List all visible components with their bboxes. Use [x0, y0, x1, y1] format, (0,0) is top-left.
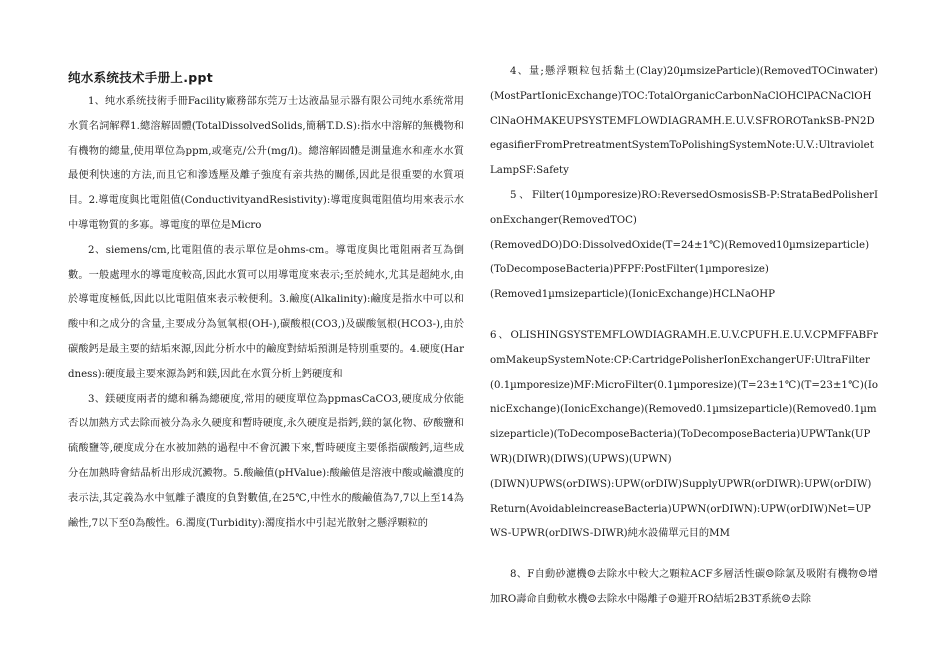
spacer — [490, 308, 878, 324]
right-column — [490, 60, 878, 613]
paragraph-5-line: (RemovedDO)DO:DissolvedOxide(T=24±1℃)(Removed10µmsizeparticle) — [490, 239, 870, 251]
paragraph-6: 6、OLISHINGSYSTEMFLOWDIAGRAMH.E.U.V.CPUFH.E.U.V.CPMFFABFromMakeupSystemNote:CP:CartridgePolisherIonExchangerUF:UltraFilter(0.1µmporesize)MF:MicroFilter(0.1µmporesize)(T=23±1℃)(T=23±1℃)(IonicExchange)(IonicExchange)(Removed0.1µmsizeparticle)(Removed0.1µmsizeparticle)(ToDecomposeBacteria)(ToDecomposeBacteria)UPWTank(UPWR)(DIWR)(DIWS)(UPWS)(UPWN) — [490, 329, 878, 465]
paragraph-7: (DIWN)UPWS(orDIWS):UPW(orDIW)SupplyUPWR(orDIWR):UPW(orDIW)Return(AvoidableincreaseBacteria)UPWN(orDIWN):UPW(orDIW)Net=UPWS-UPWR(orDIWS-DIWR)純水設備單元目的MM — [490, 478, 872, 540]
paragraph-2: 2、siemens/cm,比電阻值的表示單位是ohms-cm。導電度與比電阻兩者互為倒數。一般處理水的導電度較高,因此水質可以用導電度來表示;至於純水,尤其是超純水,由於導電度極低,因此以比電阻值來表示較便利。3.鹼度(Alkalinity):鹼度是指水中可以和酸中和之成分的含量,主要成分為氫氧根(OH-),碳酸根(CO3,)及碳酸氫根(HCO3-),由於碳酸鈣是最主要的結垢來源,因此分析水中的鹼度對結垢預測是特別重要的。4.硬度(Hardness):硬度最主要來源為鈣和鎂,因此在水質分析上鈣硬度和 — [68, 244, 464, 380]
document-title: 纯水系统技术手册上.ppt — [68, 70, 214, 85]
paragraph-5-line: (ToDecomposeBacteria)PFPF:PostFilter(1µmporesize) — [490, 264, 769, 276]
paragraph-5: 5、Filter(10µmporesize)RO:ReversedOsmosisSB-P:StrataBedPolisherIonExchanger(RemovedTOC) — [490, 189, 878, 226]
paragraph-3: 3、鎂硬度兩者的總和稱為總硬度,常用的硬度單位為ppmasCaCO3,硬度成分依能否以加熱方式去除而被分為永久硬度和暫時硬度,永久硬度是指鈣,鎂的氯化物、矽酸鹽和硫酸鹽等,硬度成分在水被加熱的過程中不會沉澱下來,暫時硬度主要係指碳酸鈣,這些成分在加熱時會結晶析出形成沉澱物。5.酸鹼值(pHValue):酸鹼值是溶液中酸或鹼濃度的表示法,其定義為水中氫離子濃度的負對數值,在25℃,中性水的酸鹼值為7,7以上至14為鹼性,7以下至0為酸性。6.濁度(Turbidity):濁度指水中引起光散射之懸浮顆粒的 — [68, 393, 464, 529]
paragraph-8: 8、F自動砂濾機☺去除水中較大之顆粒ACF多層活性碳☺除氯及吸附有機物☺增加RO壽命自動軟水機☺去除水中陽離子☺避开RO結垢2B3T系統☺去除 — [490, 569, 878, 605]
paragraph-5-line: (Removed1µmsizeparticle)(IonicExchange)HCLNaOHP — [490, 289, 775, 301]
spacer — [490, 547, 878, 563]
left-column — [68, 60, 464, 536]
paragraph-4: 4、量;懸浮顆粒包括黏土(Clay)20µmsizeParticle)(RemovedTOCinwater)(MostPartIonicExchange)TOC:TotalOrganicCarbonNaClOHClPACNaClOHClNaOHMAKEUPSYSTEMFLOWDIAGRAMH.E.U.V.SFROROTankSB-PN2DegasifierFromPretreatmentSystemToPolishingSystemNote:U.V.:UltravioletLampSF:Safety — [490, 66, 878, 177]
paragraph-1: 1、纯水系统技術手冊Facility廠務部东莞万士达液晶显示器有限公司纯水系统常用水質名詞解釋1.總溶解固體(TotalDissolvedSolids,簡稱T.D.S):指水中溶解的無機物和有機物的總量,使用單位為ppm,或毫克/公升(mg/l)。總溶解固體是測量進水和產水水質最便利快速的方法,而且它和滲透壓及離子強度有亲共热的關係,因此是很重要的水質項目。2.導電度與比電阻值(ConductivityandResistivity):導電度與電阻值均用來表示水中導電物質的多寡。導電度的單位是Micro — [68, 96, 464, 231]
